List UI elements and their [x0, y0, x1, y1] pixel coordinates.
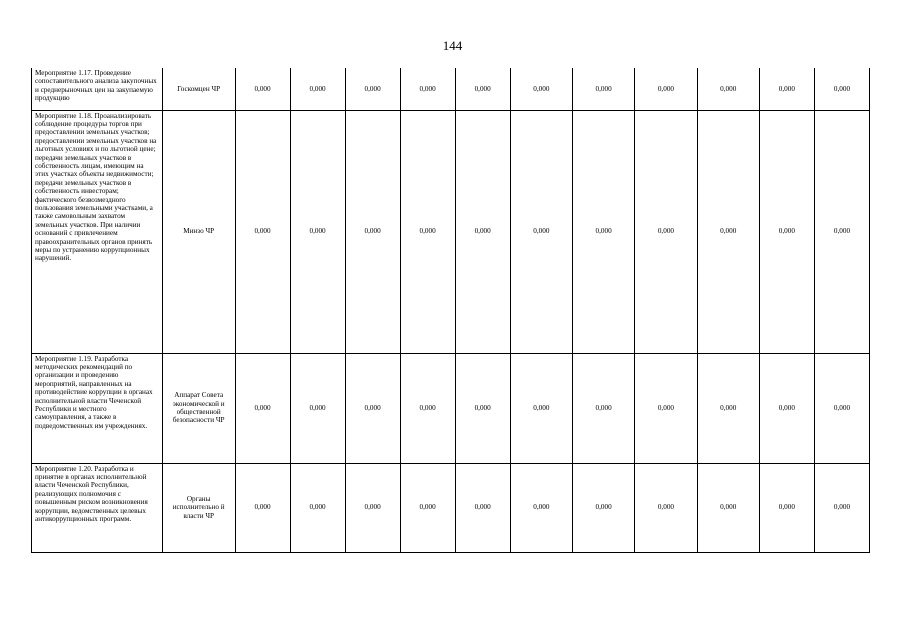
value-cell: 0,000	[759, 353, 814, 463]
value-cell: 0,000	[814, 68, 869, 110]
value-cell: 0,000	[635, 110, 697, 353]
value-cell: 0,000	[572, 353, 634, 463]
page-number: 144	[442, 38, 463, 53]
table-row	[32, 353, 870, 463]
value-cell: 0,000	[814, 463, 869, 552]
event-cell: Мероприятие 1.20. Разработка и принятие в органах исполнительной власти Чеченской Республики, реализующих полномочия с повышенным риском возникновения коррупции, ведомственных целевых антикоррупционных программ.	[32, 463, 163, 552]
value-cell: 0,000	[759, 68, 814, 110]
value-cell: 0,000	[455, 353, 510, 463]
value-cell: 0,000	[235, 68, 290, 110]
table-row	[32, 463, 870, 552]
event-cell: Мероприятие 1.18. Проанализировать соблюдение процедуры торгов при предоставлении земельных участков; предоставлении земельных участков на льготных условиях и по льготной цене; передачи земельных участков в собственность лицам, имеющим на этих участках объекты недвижимости; передачи земельных участков в собственность инвесторам; фактического безвозмездного пользования земельными участками, а также самовольным захватом земельных участков. При наличии оснований с привлечением правоохранительных органов принять меры по устранению коррупционных нарушений.	[32, 110, 163, 353]
executor-cell: Минзо ЧР	[162, 110, 235, 353]
value-cell: 0,000	[235, 110, 290, 353]
event-cell: Мероприятие 1.17. Проведение сопоставительного анализа закупочных и среднерыночных цен на закупаемую продукцию	[32, 68, 163, 110]
value-cell: 0,000	[697, 68, 759, 110]
value-cell: 0,000	[235, 353, 290, 463]
value-cell: 0,000	[290, 110, 345, 353]
value-cell: 0,000	[290, 68, 345, 110]
event-cell: Мероприятие 1.19. Разработка методических рекомендаций по организации и проведению мероприятий, направленных на противодействие коррупции в органах исполнительной власти Чеченской Республики и местного самоуправления, а также в подведомственных им учреждениях.	[32, 353, 163, 463]
budget-table	[31, 68, 870, 553]
value-cell: 0,000	[814, 353, 869, 463]
value-cell: 0,000	[235, 463, 290, 552]
table-row	[32, 110, 870, 353]
value-cell: 0,000	[455, 463, 510, 552]
executor-cell: Органы исполнительно й власти ЧР	[162, 463, 235, 552]
table-row	[32, 68, 870, 110]
value-cell: 0,000	[345, 463, 400, 552]
table-body	[32, 68, 870, 552]
value-cell: 0,000	[572, 68, 634, 110]
value-cell: 0,000	[697, 110, 759, 353]
value-cell: 0,000	[400, 353, 455, 463]
value-cell: 0,000	[290, 463, 345, 552]
value-cell: 0,000	[510, 110, 572, 353]
value-cell: 0,000	[510, 68, 572, 110]
value-cell: 0,000	[400, 463, 455, 552]
value-cell: 0,000	[345, 353, 400, 463]
value-cell: 0,000	[455, 68, 510, 110]
value-cell: 0,000	[572, 110, 634, 353]
value-cell: 0,000	[635, 68, 697, 110]
value-cell: 0,000	[759, 463, 814, 552]
executor-cell: Аппарат Совета экономической и общественной безопасности ЧР	[162, 353, 235, 463]
value-cell: 0,000	[697, 463, 759, 552]
value-cell: 0,000	[290, 353, 345, 463]
value-cell: 0,000	[345, 68, 400, 110]
value-cell: 0,000	[572, 463, 634, 552]
value-cell: 0,000	[345, 110, 400, 353]
value-cell: 0,000	[400, 110, 455, 353]
value-cell: 0,000	[635, 353, 697, 463]
value-cell: 0,000	[635, 463, 697, 552]
value-cell: 0,000	[510, 353, 572, 463]
value-cell: 0,000	[759, 110, 814, 353]
value-cell: 0,000	[814, 110, 869, 353]
value-cell: 0,000	[697, 353, 759, 463]
executor-cell: Госкомцен ЧР	[162, 68, 235, 110]
value-cell: 0,000	[510, 463, 572, 552]
value-cell: 0,000	[400, 68, 455, 110]
value-cell: 0,000	[455, 110, 510, 353]
